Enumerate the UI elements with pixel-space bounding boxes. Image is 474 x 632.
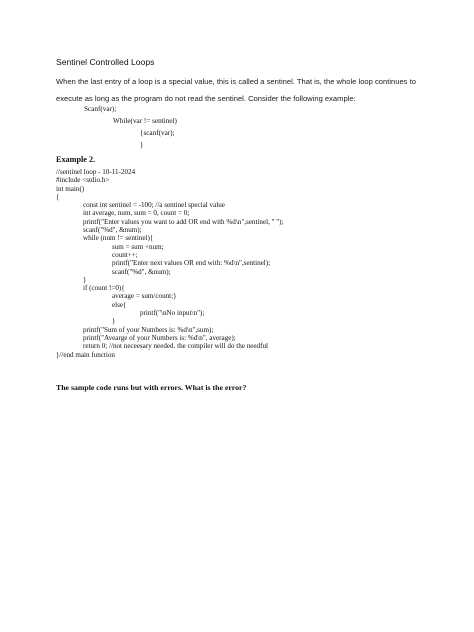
code-line: printf("Avearge of your Numbers is: %d\n", average); bbox=[83, 333, 236, 342]
code-line: int average, num, sum = 0, count = 0; bbox=[83, 209, 190, 218]
code-line: printf("Enter next values OR end with: %d\n",sentinel); bbox=[112, 259, 271, 268]
code-line: count++; bbox=[112, 250, 138, 259]
code-line: return 0; //not neceesary needed. the compiler will do the needful bbox=[83, 342, 268, 351]
code-line: while (num != sentinel){ bbox=[83, 234, 154, 243]
example2-title: Example 2. bbox=[56, 155, 96, 164]
code-line: } bbox=[112, 317, 116, 326]
code-line: average = sum/count;} bbox=[112, 292, 177, 301]
code-line: { bbox=[56, 192, 60, 201]
code-line: const int sentinel = -100; //a sentinel special value bbox=[83, 201, 225, 210]
code-line: }//end main function bbox=[56, 350, 115, 359]
code-line: else{ bbox=[112, 300, 127, 309]
question-text: The sample code runs but with errors. What is the error? bbox=[56, 383, 247, 392]
example2-code bbox=[56, 168, 284, 359]
code-line: printf("Sum of your Numbers is: %d\n",sum); bbox=[83, 325, 214, 334]
intro-paragraph bbox=[56, 73, 428, 107]
code-line: #include <stdio.h> bbox=[56, 176, 110, 185]
code-line: Scanf(var); bbox=[84, 105, 117, 113]
code-line: //sentinel loop - 10-11-2024 bbox=[56, 168, 136, 176]
code-line: scanf("%d", &num); bbox=[83, 226, 142, 235]
code-line: int main() bbox=[56, 184, 85, 193]
intro-line: execute as long as the program do not read the sentinel. Consider the following example: bbox=[56, 94, 356, 103]
code-line: scanf("%d", &num); bbox=[112, 267, 171, 276]
example1-code bbox=[84, 103, 177, 151]
code-line: {scanf(var); bbox=[140, 129, 175, 137]
code-line: } bbox=[140, 141, 144, 149]
code-line: if (count !=0){ bbox=[83, 284, 125, 293]
code-line: } bbox=[83, 275, 87, 284]
code-line: printf("\nNo input\n"); bbox=[140, 309, 205, 318]
code-line: printf("Enter values you want to add OR end with %d\n",sentinel, " "); bbox=[83, 217, 284, 226]
section-title: Sentinel Controlled Loops bbox=[56, 57, 155, 67]
code-line: While(var != sentinel) bbox=[113, 117, 177, 125]
intro-line: When the last entry of a loop is a special value, this is called a sentinel. That is, the whole loop continues to bbox=[56, 77, 416, 86]
code-line: sum = sum +num; bbox=[112, 242, 164, 251]
